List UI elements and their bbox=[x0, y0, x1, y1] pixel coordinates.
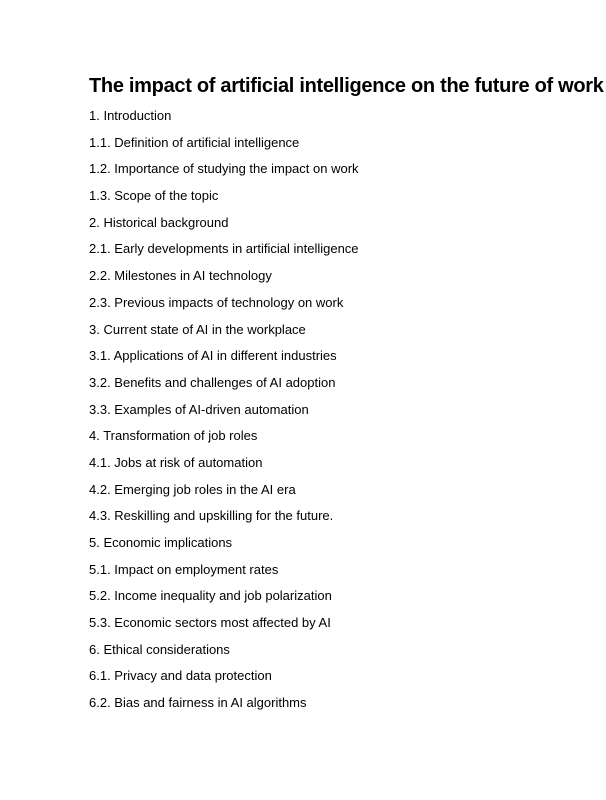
outline-item: 2. Historical background bbox=[89, 214, 229, 230]
outline-item: 1.2. Importance of studying the impact on work bbox=[89, 161, 359, 177]
outline-item: 3.2. Benefits and challenges of AI adoption bbox=[89, 374, 336, 390]
outline-item: 3. Current state of AI in the workplace bbox=[89, 321, 306, 337]
outline-item: 2.1. Early developments in artificial intelligence bbox=[89, 241, 359, 257]
outline-item: 3.3. Examples of AI-driven automation bbox=[89, 401, 309, 417]
outline-item: 1. Introduction bbox=[89, 108, 172, 123]
document-title: The impact of artificial intelligence on the future of work bbox=[89, 75, 604, 97]
outline-item: 4.3. Reskilling and upskilling for the future. bbox=[89, 508, 334, 524]
outline-item: 4. Transformation of job roles bbox=[89, 428, 258, 444]
outline-item: 4.1. Jobs at risk of automation bbox=[89, 454, 263, 470]
outline-item: 5.1. Impact on employment rates bbox=[89, 561, 279, 577]
outline-item: 1.1. Definition of artificial intelligence bbox=[89, 134, 300, 150]
outline-item: 4.2. Emerging job roles in the AI era bbox=[89, 481, 296, 497]
outline-item: 2.2. Milestones in AI technology bbox=[89, 268, 272, 284]
table-of-contents bbox=[89, 107, 359, 721]
outline-item: 6. Ethical considerations bbox=[89, 641, 230, 657]
outline-item: 1.3. Scope of the topic bbox=[89, 188, 219, 204]
outline-item: 5. Economic implications bbox=[89, 535, 233, 550]
outline-item: 2.3. Previous impacts of technology on work bbox=[89, 294, 344, 310]
outline-item: 6.2. Bias and fairness in AI algorithms bbox=[89, 695, 307, 711]
outline-item: 5.3. Economic sectors most affected by AI bbox=[89, 615, 331, 631]
outline-item: 3.1. Applications of AI in different industries bbox=[89, 348, 337, 364]
outline-item: 5.2. Income inequality and job polarization bbox=[89, 588, 332, 604]
outline-item: 6.1. Privacy and data protection bbox=[89, 668, 272, 684]
